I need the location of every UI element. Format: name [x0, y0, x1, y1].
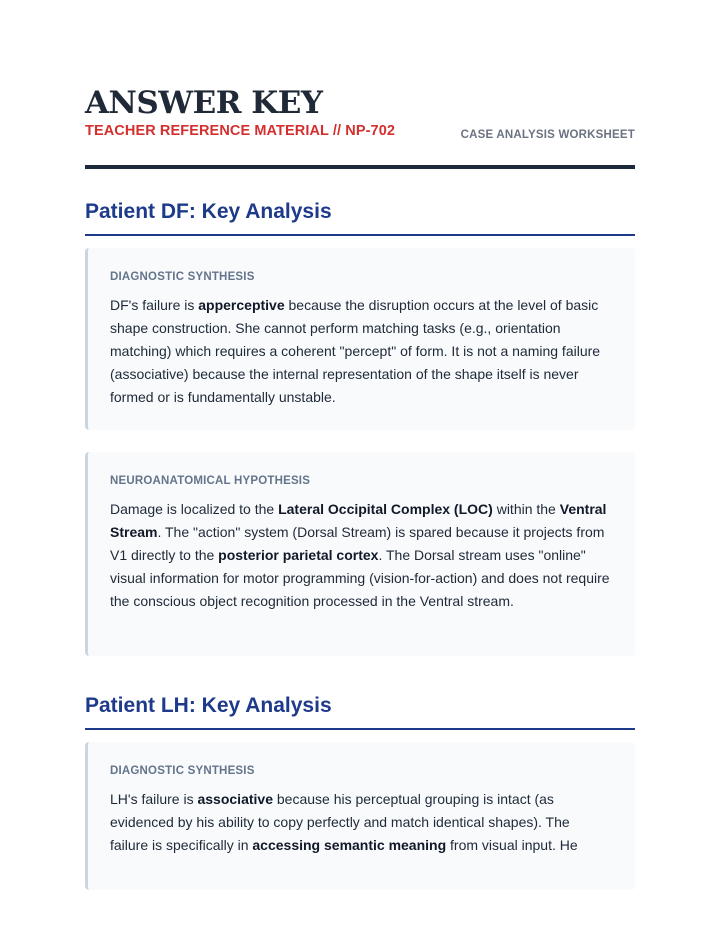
text-run: DF's failure is [110, 297, 199, 313]
section-divider [85, 728, 635, 730]
answer-key-page [85, 0, 635, 853]
card-label: NEUROANATOMICAL HYPOTHESIS [110, 475, 311, 487]
card-lh-diagnostic-synthesis [85, 742, 635, 890]
text-run: because the disruption occurs at the level of basic shape construction. She cannot perform matching tasks (e.g., orientation matching) which requires a coherent "percept" of form. It is not a naming failure (associative) because the internal representation of the shape itself is never formed or is fundamentally unstable. [110, 297, 601, 405]
emphasized-term: Ventral Stream [110, 501, 607, 540]
text-run: . The "action" system (Dorsal Stream) is spared because it projects from V1 directly to the [110, 524, 605, 563]
section-patient-lh [85, 690, 635, 730]
emphasized-term: Lateral Occipital Complex (LOC) [278, 501, 493, 517]
section-patient-df [85, 196, 635, 236]
page-subtitle: TEACHER REFERENCE MATERIAL // NP-702 [85, 123, 396, 139]
text-run: within the [492, 501, 560, 517]
card-df-diagnostic-synthesis [85, 248, 635, 430]
card-label: DIAGNOSTIC SYNTHESIS [110, 271, 255, 283]
text-run: Damage is localized to the [110, 501, 279, 517]
page-title: ANSWER KEY [85, 85, 323, 121]
card-body-text [110, 788, 611, 857]
text-run: LH's failure is [110, 791, 198, 807]
section-divider [85, 234, 635, 236]
emphasized-term: accessing semantic meaning [252, 837, 447, 853]
section-heading: Patient LH: Key Analysis [85, 694, 332, 717]
emphasized-term: associative [197, 791, 273, 807]
card-body-text [110, 498, 611, 613]
document-header [85, 0, 635, 170]
text-run: because his perceptual grouping is intact (as evidenced by his ability to copy perfectly and match identical shapes). The failure is specifically in [110, 791, 570, 853]
emphasized-term: apperceptive [198, 297, 285, 313]
emphasized-term: posterior parietal cortex [218, 547, 379, 563]
card-df-neuroanatomical-hypothesis [85, 452, 635, 656]
text-run: . The Dorsal stream uses "online" visual information for motor programming (vision-for-action) and does not require the conscious object recognition processed in the Ventral stream. [110, 547, 610, 609]
document-type-label: CASE ANALYSIS WORKSHEET [460, 129, 635, 141]
card-body-text [110, 294, 611, 409]
card-label: DIAGNOSTIC SYNTHESIS [110, 765, 255, 777]
text-run: from visual input. He [446, 837, 578, 853]
section-heading: Patient DF: Key Analysis [85, 200, 332, 223]
header-divider [85, 165, 635, 169]
